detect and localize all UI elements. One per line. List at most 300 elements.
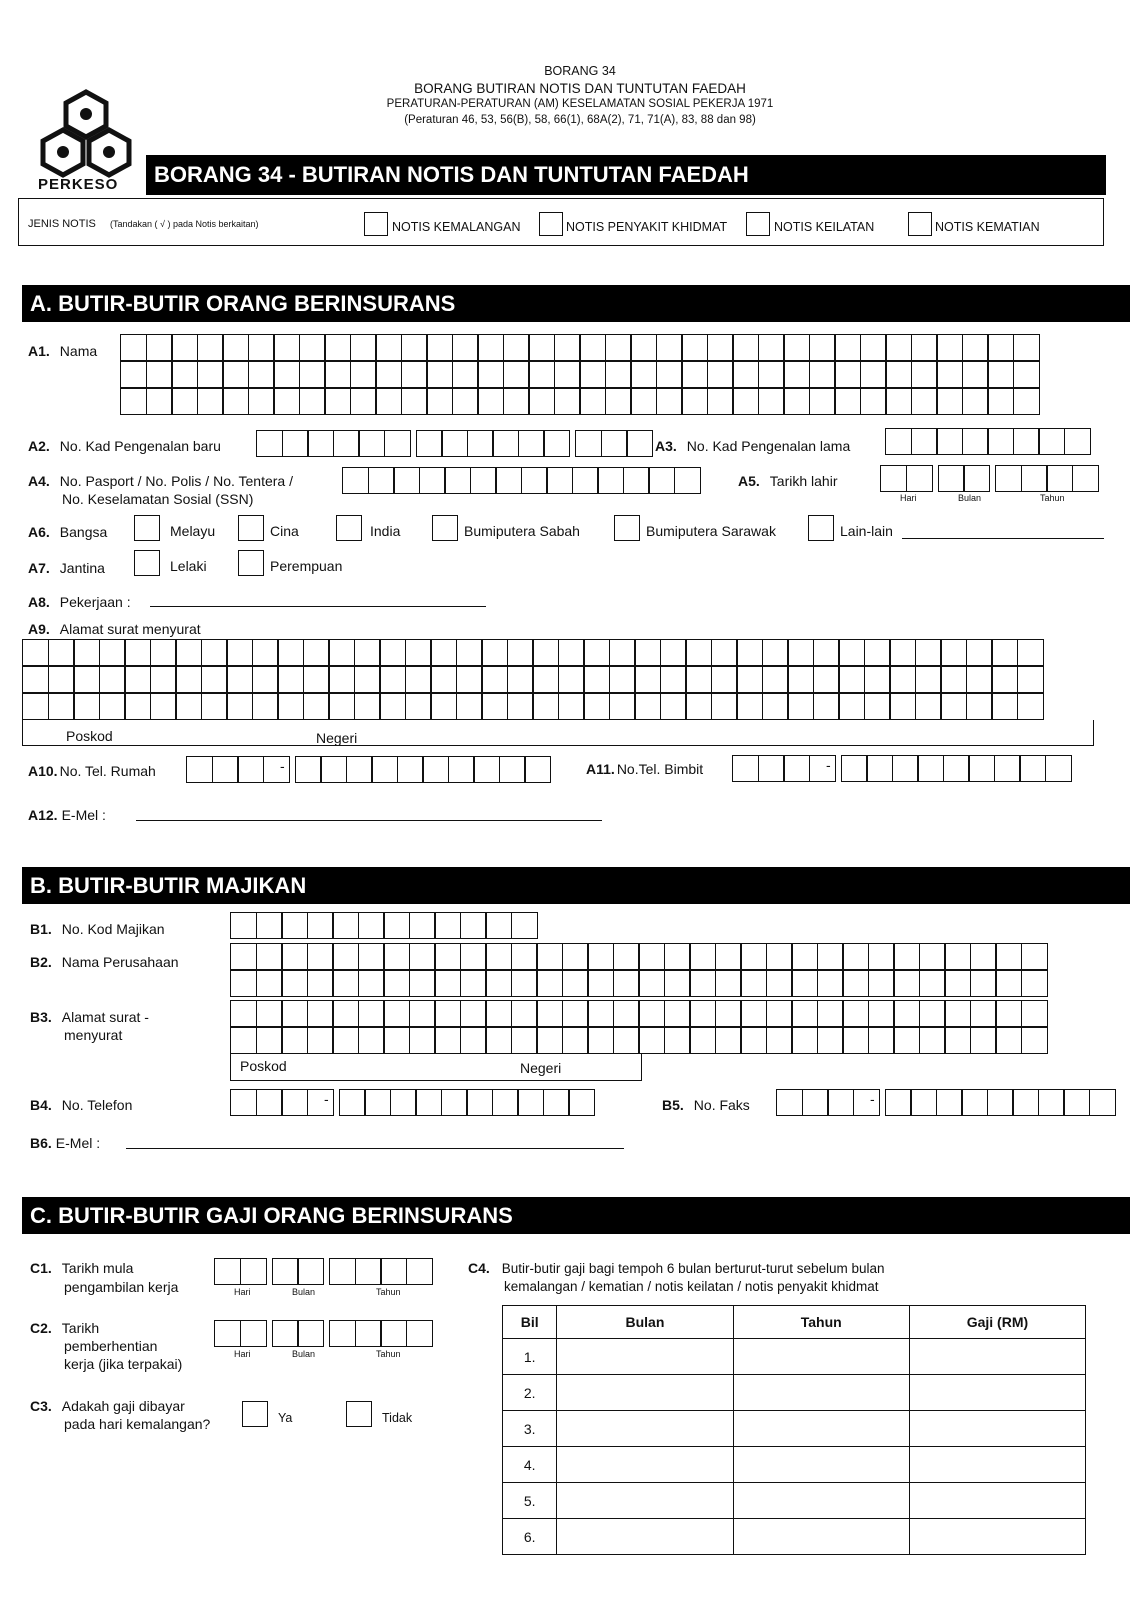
char-box[interactable]	[212, 756, 239, 783]
char-box[interactable]	[885, 361, 912, 388]
char-box[interactable]	[124, 639, 151, 666]
char-box[interactable]	[681, 361, 708, 388]
char-box[interactable]	[329, 1258, 356, 1285]
char-box[interactable]	[448, 756, 475, 783]
char-box[interactable]	[354, 693, 381, 720]
char-box[interactable]	[915, 666, 942, 693]
char-box[interactable]	[991, 639, 1018, 666]
char-box[interactable]	[485, 943, 512, 970]
char-box[interactable]	[375, 361, 402, 388]
char-box[interactable]	[893, 970, 920, 997]
salary-cell[interactable]	[909, 1375, 1085, 1411]
year-cell[interactable]	[733, 1375, 909, 1411]
char-box[interactable]	[732, 388, 759, 415]
char-box[interactable]	[1017, 639, 1044, 666]
char-box[interactable]	[868, 1000, 895, 1027]
char-box[interactable]	[409, 1000, 436, 1027]
char-box[interactable]	[277, 693, 304, 720]
char-box[interactable]	[715, 943, 742, 970]
char-box[interactable]	[328, 693, 355, 720]
char-box[interactable]	[380, 1320, 407, 1347]
salary-cell[interactable]	[909, 1339, 1085, 1375]
char-box[interactable]	[532, 693, 559, 720]
char-box[interactable]	[838, 666, 865, 693]
occupation-line[interactable]	[150, 606, 486, 607]
char-box[interactable]	[430, 666, 457, 693]
char-box[interactable]	[222, 334, 249, 361]
char-box[interactable]	[853, 1089, 880, 1116]
employer-postcode-state-row[interactable]	[230, 1054, 642, 1081]
year-cell[interactable]	[733, 1519, 909, 1555]
char-box[interactable]	[1013, 334, 1040, 361]
race-other-checkbox[interactable]	[808, 515, 834, 541]
char-box[interactable]	[379, 666, 406, 693]
char-box[interactable]	[222, 388, 249, 415]
char-box[interactable]	[350, 361, 377, 388]
char-box[interactable]	[339, 1089, 366, 1116]
char-box[interactable]	[962, 334, 989, 361]
char-box[interactable]	[273, 361, 300, 388]
char-box[interactable]	[583, 693, 610, 720]
char-box[interactable]	[660, 639, 687, 666]
char-box[interactable]	[664, 1027, 691, 1054]
char-box[interactable]	[299, 334, 326, 361]
char-box[interactable]	[281, 970, 308, 997]
employment-end-date-input[interactable]	[214, 1320, 431, 1347]
char-box[interactable]	[379, 639, 406, 666]
char-box[interactable]	[911, 361, 938, 388]
char-box[interactable]	[711, 666, 738, 693]
char-box[interactable]	[758, 361, 785, 388]
char-box[interactable]	[467, 430, 494, 457]
char-box[interactable]	[809, 755, 836, 782]
char-box[interactable]	[664, 1000, 691, 1027]
char-box[interactable]	[554, 334, 581, 361]
char-box[interactable]	[732, 361, 759, 388]
char-box[interactable]	[256, 912, 283, 939]
company-name-row[interactable]	[230, 943, 1046, 970]
char-box[interactable]	[791, 1000, 818, 1027]
char-box[interactable]	[252, 639, 279, 666]
char-box[interactable]	[579, 334, 606, 361]
char-box[interactable]	[73, 666, 100, 693]
char-box[interactable]	[944, 943, 971, 970]
year-cell[interactable]	[733, 1339, 909, 1375]
salary-cell[interactable]	[909, 1447, 1085, 1483]
char-box[interactable]	[1021, 1000, 1048, 1027]
char-box[interactable]	[817, 1000, 844, 1027]
race-malay-checkbox[interactable]	[134, 515, 160, 541]
char-box[interactable]	[416, 430, 443, 457]
notice-death-checkbox[interactable]	[908, 212, 932, 236]
char-box[interactable]	[397, 756, 424, 783]
char-box[interactable]	[511, 912, 538, 939]
char-box[interactable]	[991, 666, 1018, 693]
char-box[interactable]	[568, 1089, 595, 1116]
char-box[interactable]	[430, 639, 457, 666]
address-row[interactable]	[22, 693, 1042, 720]
char-box[interactable]	[124, 693, 151, 720]
char-box[interactable]	[864, 639, 891, 666]
char-box[interactable]	[1017, 693, 1044, 720]
char-box[interactable]	[256, 1027, 283, 1054]
char-box[interactable]	[499, 756, 526, 783]
char-box[interactable]	[406, 1258, 433, 1285]
char-box[interactable]	[885, 1089, 912, 1116]
char-box[interactable]	[936, 1089, 963, 1116]
notice-occupational-disease-checkbox[interactable]	[539, 212, 563, 236]
char-box[interactable]	[546, 467, 573, 494]
char-box[interactable]	[1021, 970, 1048, 997]
char-box[interactable]	[579, 361, 606, 388]
char-box[interactable]	[889, 693, 916, 720]
char-box[interactable]	[273, 388, 300, 415]
char-box[interactable]	[838, 693, 865, 720]
char-box[interactable]	[685, 666, 712, 693]
char-box[interactable]	[827, 1089, 854, 1116]
char-box[interactable]	[740, 1027, 767, 1054]
char-box[interactable]	[175, 693, 202, 720]
char-box[interactable]	[355, 1320, 382, 1347]
char-box[interactable]	[864, 666, 891, 693]
char-box[interactable]	[307, 970, 334, 997]
char-box[interactable]	[885, 334, 912, 361]
char-box[interactable]	[809, 361, 836, 388]
char-box[interactable]	[715, 970, 742, 997]
char-box[interactable]	[146, 361, 173, 388]
char-box[interactable]	[572, 467, 599, 494]
char-box[interactable]	[715, 1000, 742, 1027]
char-box[interactable]	[201, 693, 228, 720]
char-box[interactable]	[230, 1000, 257, 1027]
char-box[interactable]	[252, 666, 279, 693]
char-box[interactable]	[961, 1089, 988, 1116]
employer-address-row[interactable]	[230, 1027, 1046, 1054]
char-box[interactable]	[987, 428, 1014, 455]
char-box[interactable]	[536, 1000, 563, 1027]
char-box[interactable]	[383, 970, 410, 997]
char-box[interactable]	[1013, 361, 1040, 388]
char-box[interactable]	[383, 943, 410, 970]
char-box[interactable]	[405, 639, 432, 666]
char-box[interactable]	[120, 334, 147, 361]
month-cell[interactable]	[557, 1483, 733, 1519]
char-box[interactable]	[281, 1000, 308, 1027]
char-box[interactable]	[919, 943, 946, 970]
char-box[interactable]	[528, 388, 555, 415]
char-box[interactable]	[766, 1000, 793, 1027]
char-box[interactable]	[230, 912, 257, 939]
month-cell[interactable]	[557, 1411, 733, 1447]
char-box[interactable]	[962, 361, 989, 388]
char-box[interactable]	[528, 361, 555, 388]
char-box[interactable]	[481, 666, 508, 693]
char-box[interactable]	[197, 334, 224, 361]
char-box[interactable]	[689, 943, 716, 970]
char-box[interactable]	[354, 639, 381, 666]
char-box[interactable]	[681, 388, 708, 415]
race-bumiputera-sarawak-checkbox[interactable]	[614, 515, 640, 541]
year-cell[interactable]	[733, 1447, 909, 1483]
char-box[interactable]	[587, 1000, 614, 1027]
char-box[interactable]	[554, 361, 581, 388]
char-box[interactable]	[307, 1089, 334, 1116]
char-box[interactable]	[817, 1027, 844, 1054]
char-box[interactable]	[503, 388, 530, 415]
gender-male-checkbox[interactable]	[134, 550, 160, 576]
char-box[interactable]	[350, 334, 377, 361]
char-box[interactable]	[944, 970, 971, 997]
char-box[interactable]	[120, 388, 147, 415]
char-box[interactable]	[715, 1027, 742, 1054]
char-box[interactable]	[197, 388, 224, 415]
char-box[interactable]	[583, 639, 610, 666]
char-box[interactable]	[346, 756, 373, 783]
char-box[interactable]	[364, 1089, 391, 1116]
month-cell[interactable]	[557, 1447, 733, 1483]
char-box[interactable]	[456, 693, 483, 720]
char-box[interactable]	[73, 693, 100, 720]
char-box[interactable]	[575, 430, 602, 457]
race-indian-checkbox[interactable]	[336, 515, 362, 541]
char-box[interactable]	[371, 756, 398, 783]
char-box[interactable]	[681, 334, 708, 361]
company-name-row[interactable]	[230, 970, 1046, 997]
char-box[interactable]	[503, 361, 530, 388]
char-box[interactable]	[517, 1089, 544, 1116]
char-box[interactable]	[766, 970, 793, 997]
char-box[interactable]	[915, 639, 942, 666]
char-box[interactable]	[532, 666, 559, 693]
char-box[interactable]	[282, 430, 309, 457]
char-box[interactable]	[175, 639, 202, 666]
char-box[interactable]	[562, 1000, 589, 1027]
char-box[interactable]	[834, 334, 861, 361]
salary-cell[interactable]	[909, 1519, 1085, 1555]
char-box[interactable]	[380, 1258, 407, 1285]
char-box[interactable]	[910, 1089, 937, 1116]
char-box[interactable]	[120, 361, 147, 388]
char-box[interactable]	[422, 756, 449, 783]
char-box[interactable]	[375, 334, 402, 361]
char-box[interactable]	[329, 1320, 356, 1347]
char-box[interactable]	[477, 361, 504, 388]
char-box[interactable]	[409, 912, 436, 939]
char-box[interactable]	[460, 943, 487, 970]
char-box[interactable]	[674, 467, 701, 494]
char-box[interactable]	[434, 970, 461, 997]
char-box[interactable]	[787, 639, 814, 666]
birth-date-input[interactable]	[880, 465, 1097, 492]
char-box[interactable]	[524, 756, 551, 783]
char-box[interactable]	[758, 334, 785, 361]
race-chinese-checkbox[interactable]	[238, 515, 264, 541]
char-box[interactable]	[1089, 1089, 1116, 1116]
char-box[interactable]	[477, 334, 504, 361]
char-box[interactable]	[1046, 465, 1073, 492]
char-box[interactable]	[762, 693, 789, 720]
char-box[interactable]	[409, 970, 436, 997]
char-box[interactable]	[707, 334, 734, 361]
char-box[interactable]	[171, 334, 198, 361]
employer-fax-input[interactable]	[776, 1089, 1114, 1116]
char-box[interactable]	[613, 1027, 640, 1054]
char-box[interactable]	[587, 970, 614, 997]
char-box[interactable]	[987, 334, 1014, 361]
char-box[interactable]	[740, 970, 767, 997]
char-box[interactable]	[838, 639, 865, 666]
char-box[interactable]	[452, 361, 479, 388]
char-box[interactable]	[605, 334, 632, 361]
char-box[interactable]	[842, 943, 869, 970]
char-box[interactable]	[434, 1000, 461, 1027]
char-box[interactable]	[685, 639, 712, 666]
char-box[interactable]	[562, 943, 589, 970]
char-box[interactable]	[248, 388, 275, 415]
char-box[interactable]	[409, 943, 436, 970]
char-box[interactable]	[256, 943, 283, 970]
employer-code-input[interactable]	[230, 912, 536, 939]
char-box[interactable]	[791, 970, 818, 997]
char-box[interactable]	[256, 430, 283, 457]
char-box[interactable]	[1045, 755, 1072, 782]
char-box[interactable]	[809, 388, 836, 415]
month-cell[interactable]	[557, 1339, 733, 1375]
char-box[interactable]	[740, 1000, 767, 1027]
char-box[interactable]	[485, 912, 512, 939]
char-box[interactable]	[601, 430, 628, 457]
char-box[interactable]	[963, 465, 990, 492]
name-row[interactable]	[120, 361, 1038, 388]
char-box[interactable]	[201, 666, 228, 693]
address-row[interactable]	[22, 666, 1042, 693]
char-box[interactable]	[511, 970, 538, 997]
old-ic-input[interactable]	[885, 428, 1089, 455]
char-box[interactable]	[758, 388, 785, 415]
char-box[interactable]	[536, 1027, 563, 1054]
char-box[interactable]	[783, 361, 810, 388]
char-box[interactable]	[762, 639, 789, 666]
char-box[interactable]	[297, 1258, 324, 1285]
char-box[interactable]	[868, 943, 895, 970]
char-box[interactable]	[623, 467, 650, 494]
char-box[interactable]	[758, 755, 785, 782]
month-cell[interactable]	[557, 1375, 733, 1411]
char-box[interactable]	[868, 970, 895, 997]
char-box[interactable]	[150, 666, 177, 693]
char-box[interactable]	[358, 912, 385, 939]
char-box[interactable]	[240, 1258, 267, 1285]
char-box[interactable]	[1021, 943, 1048, 970]
char-box[interactable]	[660, 693, 687, 720]
char-box[interactable]	[230, 1089, 257, 1116]
char-box[interactable]	[791, 1027, 818, 1054]
char-box[interactable]	[481, 693, 508, 720]
employer-phone-input[interactable]	[230, 1089, 594, 1116]
char-box[interactable]	[860, 334, 887, 361]
char-box[interactable]	[358, 1027, 385, 1054]
char-box[interactable]	[332, 970, 359, 997]
char-box[interactable]	[906, 465, 933, 492]
char-box[interactable]	[543, 1089, 570, 1116]
char-box[interactable]	[150, 693, 177, 720]
char-box[interactable]	[272, 1258, 299, 1285]
char-box[interactable]	[685, 693, 712, 720]
char-box[interactable]	[638, 1000, 665, 1027]
char-box[interactable]	[1017, 666, 1044, 693]
char-box[interactable]	[48, 639, 75, 666]
char-box[interactable]	[405, 666, 432, 693]
char-box[interactable]	[915, 693, 942, 720]
char-box[interactable]	[281, 1089, 308, 1116]
char-box[interactable]	[477, 388, 504, 415]
char-box[interactable]	[507, 693, 534, 720]
char-box[interactable]	[664, 970, 691, 997]
char-box[interactable]	[940, 693, 967, 720]
char-box[interactable]	[1021, 465, 1048, 492]
char-box[interactable]	[485, 1027, 512, 1054]
char-box[interactable]	[354, 666, 381, 693]
char-box[interactable]	[962, 428, 989, 455]
char-box[interactable]	[936, 334, 963, 361]
char-box[interactable]	[711, 693, 738, 720]
char-box[interactable]	[124, 666, 151, 693]
char-box[interactable]	[197, 361, 224, 388]
char-box[interactable]	[991, 693, 1018, 720]
char-box[interactable]	[864, 693, 891, 720]
char-box[interactable]	[995, 1000, 1022, 1027]
char-box[interactable]	[511, 943, 538, 970]
char-box[interactable]	[630, 334, 657, 361]
char-box[interactable]	[281, 1027, 308, 1054]
char-box[interactable]	[256, 1000, 283, 1027]
char-box[interactable]	[842, 970, 869, 997]
char-box[interactable]	[732, 334, 759, 361]
char-box[interactable]	[401, 334, 428, 361]
char-box[interactable]	[320, 756, 347, 783]
char-box[interactable]	[355, 1258, 382, 1285]
char-box[interactable]	[995, 943, 1022, 970]
char-box[interactable]	[860, 388, 887, 415]
char-box[interactable]	[1013, 388, 1040, 415]
char-box[interactable]	[303, 693, 330, 720]
char-box[interactable]	[528, 334, 555, 361]
char-box[interactable]	[1072, 465, 1099, 492]
char-box[interactable]	[940, 666, 967, 693]
mobile-phone-input[interactable]	[732, 755, 1070, 782]
char-box[interactable]	[987, 1089, 1014, 1116]
char-box[interactable]	[936, 361, 963, 388]
char-box[interactable]	[441, 1089, 468, 1116]
char-box[interactable]	[406, 1320, 433, 1347]
char-box[interactable]	[536, 943, 563, 970]
char-box[interactable]	[791, 943, 818, 970]
char-box[interactable]	[507, 666, 534, 693]
char-box[interactable]	[466, 1089, 493, 1116]
char-box[interactable]	[456, 666, 483, 693]
month-cell[interactable]	[557, 1519, 733, 1555]
char-box[interactable]	[256, 1089, 283, 1116]
char-box[interactable]	[240, 1320, 267, 1347]
char-box[interactable]	[248, 361, 275, 388]
char-box[interactable]	[762, 666, 789, 693]
char-box[interactable]	[970, 943, 997, 970]
employer-email-line[interactable]	[126, 1148, 624, 1149]
char-box[interactable]	[634, 693, 661, 720]
char-box[interactable]	[146, 388, 173, 415]
char-box[interactable]	[332, 1000, 359, 1027]
char-box[interactable]	[783, 334, 810, 361]
